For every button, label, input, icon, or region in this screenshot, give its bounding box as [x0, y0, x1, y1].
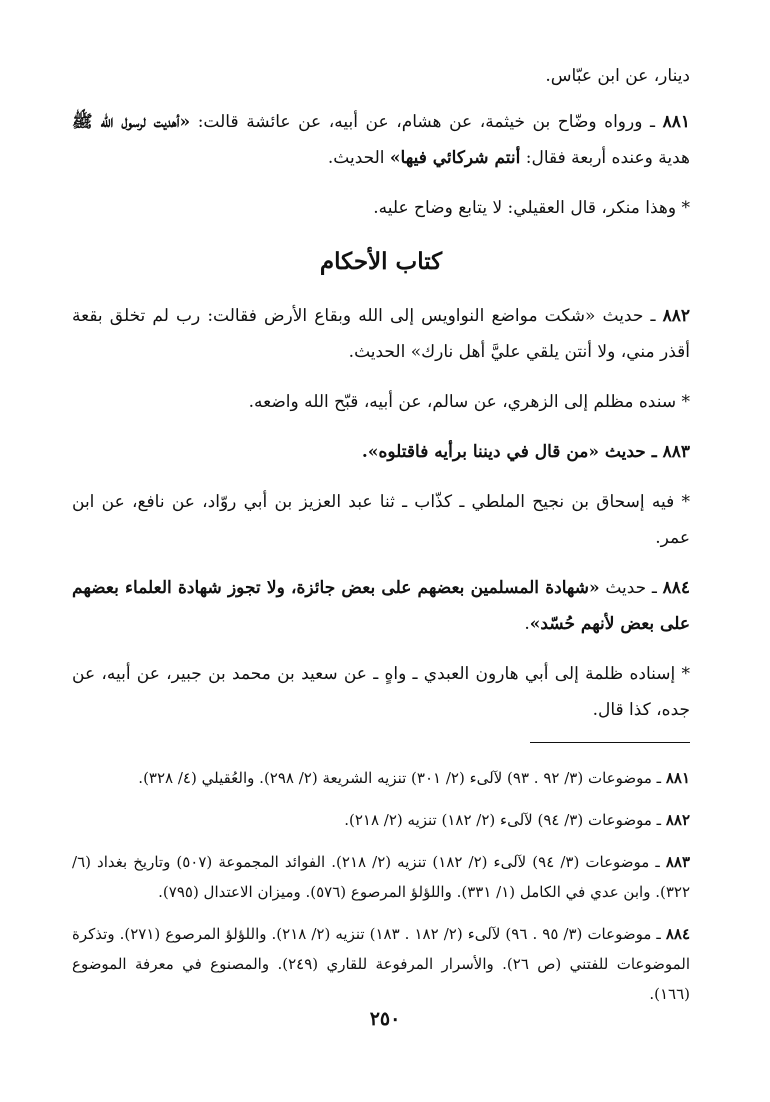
hadith-number: ٨٨٤ — [662, 578, 690, 598]
hadith-882: ٨٨٢ ـ حديث «شكت مواضع النواويس إلى الله وبقاع الأرض فقالت: رب لم تخلق بقعة أقذر مني، ولا أنتن يلقي عليَّ أهل نارك» الحديث. — [72, 306, 690, 362]
section-heading: كتاب الأحكام — [319, 248, 443, 275]
footnote-883: ٨٨٣ ـ موضوعات (٣/ ٩٤) لآلىء (٢/ ١٨٢) تنزيه (٢/ ٢١٨). الفوائد المجموعة (٥٠٧) وتاريخ بغداد (٦/ ٣٢٢). وابن عدي في الكامل (١/ ٣٣١). واللؤلؤ المرصوع (٥٧٦). وميزان الاعتدال (٧٩٥). — [72, 853, 690, 901]
page-number: ٢٥٠ — [369, 1008, 401, 1030]
footnote-882: ٨٨٢ ـ موضوعات (٣/ ٩٤) لآلىء (٢/ ١٨٢) تنزيه (٢/ ٢١٨). — [344, 811, 690, 829]
commentary-884: * إسناده ظلمة إلى أبي هارون العبدي ـ واهٍ ـ عن سعيد بن محمد بن جبير، عن أبيه، عن جده، كذا قال. — [72, 664, 690, 720]
commentary-882: * سنده مظلم إلى الزهري، عن سالم، عن أبيه، قبّح الله واضعه. — [248, 392, 690, 412]
footnote-884: ٨٨٤ ـ موضوعات (٣/ ٩٥ . ٩٦) لآلىء (٢/ ١٨٢ . ١٨٣) تنزيه (٢/ ٢١٨). واللؤلؤ المرصوع (٢٧١). وتذكرة الموضوعات للفتني (ص ٢٦). والأسرار المرفوعة للقاري (٢٤٩). والمصنوع في معرفة الموضوع (١٦٦). — [72, 925, 690, 1003]
main-text — [72, 58, 690, 728]
hadith-number: ٨٨١ — [662, 112, 690, 132]
footnote-separator — [530, 742, 690, 743]
continuation-line: دينار، عن ابن عبّاس. — [545, 66, 690, 86]
hadith-881: ٨٨١ ـ ورواه وضّاح بن خيثمة، عن هشام، عن أبيه، عن عائشة قالت: «أهديت لرسول الله ﷺ هدية وعنده أربعة فقال: أنتم شركائي فيها» الحديث. — [72, 112, 690, 168]
hadith-883: ٨٨٣ ـ حديث «من قال في ديننا برأيه فاقتلوه». — [361, 442, 690, 462]
commentary-883: * فيه إسحاق بن نجيح الملطي ـ كذّاب ـ ثنا عبد العزيز بن أبي روّاد، عن نافع، عن ابن عمر. — [72, 492, 690, 548]
hadith-884: ٨٨٤ ـ حديث «شهادة المسلمين بعضهم على بعض جائزة، ولا تجوز شهادة العلماء بعضهم على بعض لأنهم حُسّد». — [72, 578, 690, 634]
hadith-number: ٨٨٣ — [662, 442, 690, 462]
footnote-881: ٨٨١ ـ موضوعات (٣/ ٩٢ . ٩٣) لآلىء (٢/ ٣٠١) تنزيه الشريعة (٢/ ٢٩٨). والعُقيلي (٤/ ٣٢٨). — [138, 769, 690, 787]
footnotes — [72, 763, 690, 1009]
commentary-881: * وهذا منكر، قال العقيلي: لا يتابع وضاح عليه. — [373, 198, 690, 218]
hadith-number: ٨٨٢ — [662, 306, 690, 326]
